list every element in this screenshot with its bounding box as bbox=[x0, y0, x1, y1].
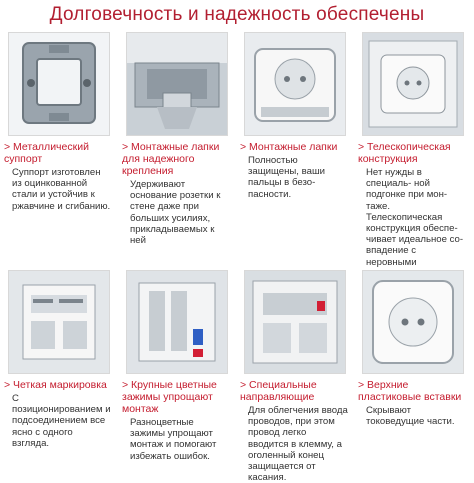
clear-marking-photo bbox=[8, 270, 110, 374]
metal-support-photo bbox=[8, 32, 110, 136]
card-heading: > Четкая маркировка bbox=[4, 379, 107, 391]
page-title: Долговечность и надежность обеспечены bbox=[49, 4, 425, 25]
card-heading: > Телескопическая конструкция bbox=[358, 141, 451, 165]
card-description: Нет нужды в специаль- ной подгонке при мон- таже. Телескопическая конструкция обеспе- чивает идеальное со- впадение с неровными bbox=[366, 167, 464, 268]
feature-card-clear-marking bbox=[0, 270, 114, 449]
colored-clamps-photo bbox=[126, 270, 228, 374]
feature-card-colored-clamps bbox=[118, 270, 232, 462]
card-heading: > Специальные направляющие bbox=[240, 379, 317, 403]
telescopic-photo bbox=[362, 32, 464, 136]
card-heading: > Металлический суппорт bbox=[4, 141, 89, 165]
card-description: С позиционированием и подсоединением все ясно с одного взгляда. bbox=[12, 393, 111, 449]
card-heading: > Монтажные лапки для надежного крепления bbox=[122, 141, 220, 177]
special-guides-photo bbox=[244, 270, 346, 374]
card-heading: > Крупные цветные зажимы упрощают монтаж bbox=[122, 379, 217, 415]
protected-claws-photo bbox=[244, 32, 346, 136]
feature-card-plastic-inserts bbox=[354, 270, 468, 427]
card-description: Полностью защищены, ваши пальцы в безо- пасности. bbox=[248, 155, 326, 200]
feature-card-metal-support bbox=[0, 32, 114, 212]
card-description: Скрывают токоведущие части. bbox=[366, 405, 455, 428]
card-heading: > Верхние пластиковые вставки bbox=[358, 379, 462, 403]
feature-card-mounting-claws bbox=[118, 32, 232, 246]
card-description: Разноцветные зажимы упрощают монтаж и помогают избежать ошибок. bbox=[130, 417, 217, 462]
plastic-inserts-photo bbox=[362, 270, 464, 374]
card-heading: > Монтажные лапки bbox=[240, 141, 338, 153]
mounting-claws-photo bbox=[126, 32, 228, 136]
card-description: Удерживают основание розетки к стене даже при больших усилиях, прикладываемых к ней bbox=[130, 179, 221, 247]
feature-card-protected-claws bbox=[236, 32, 350, 200]
feature-card-special-guides bbox=[236, 270, 350, 483]
card-description: Суппорт изготовлен из оцинкованной стали и устойчив к ржавчине и сгибанию. bbox=[12, 167, 111, 212]
card-description: Для облегчения ввода проводов, при этом провод легко вводится в клемму, а оголенный конец защищается от касания. bbox=[248, 405, 348, 483]
